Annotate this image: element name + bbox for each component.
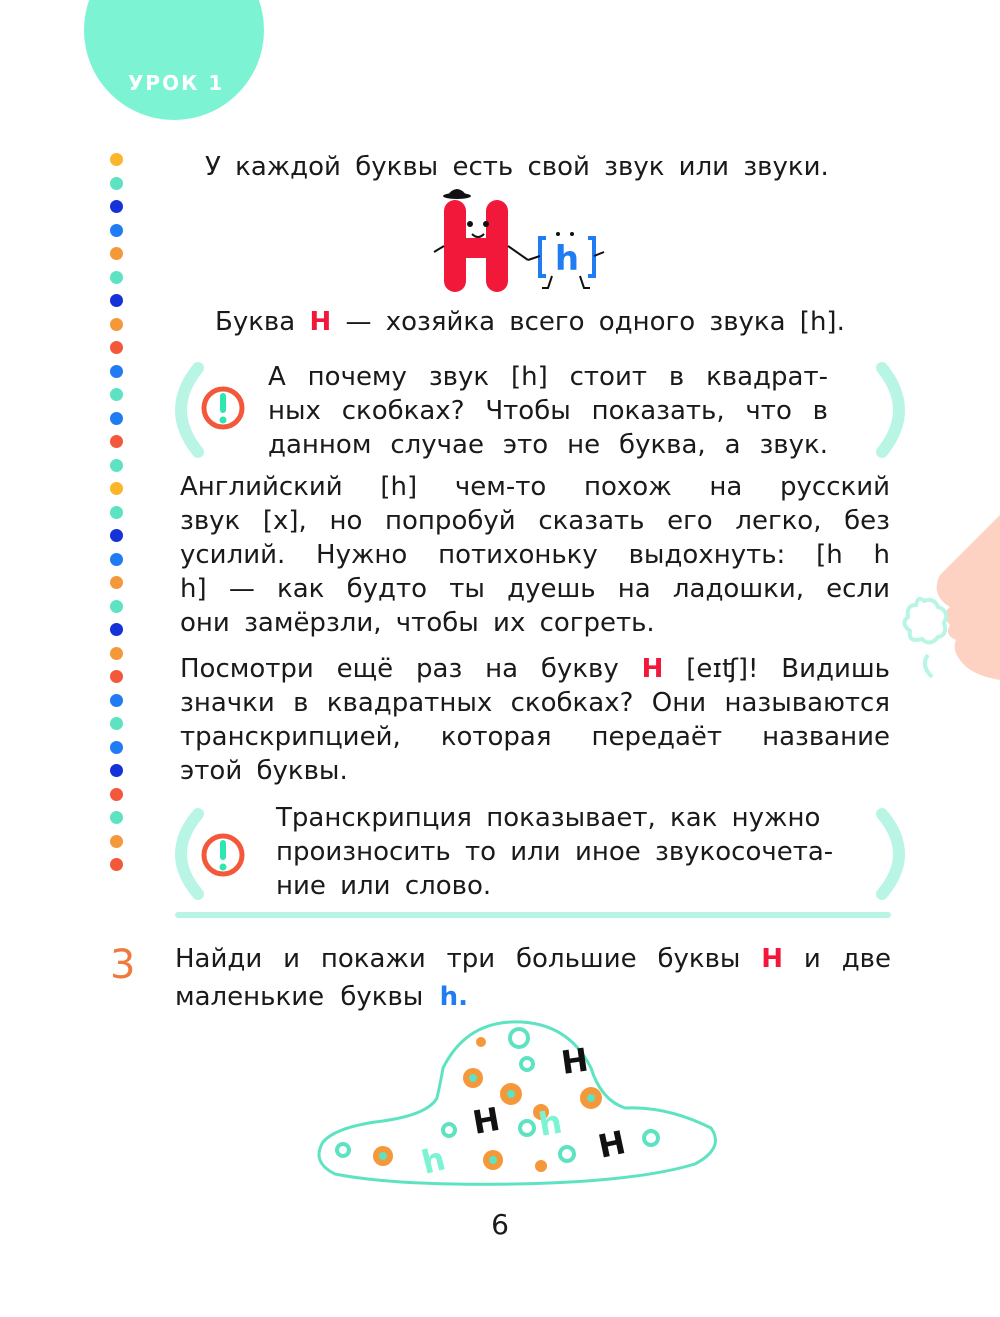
puzzle-small-letter: h xyxy=(535,1102,565,1144)
paragraph-line: Английский [h] чем-то похож на русский xyxy=(180,472,890,502)
decorative-dot xyxy=(110,506,123,519)
note1-text xyxy=(268,360,828,462)
decorative-dot xyxy=(110,365,123,378)
note2-line: произносить то или иное звукосочета- xyxy=(276,837,834,867)
letter-h-mascot-illustration xyxy=(430,190,620,300)
decorative-dot xyxy=(110,294,123,307)
decorative-dot xyxy=(110,717,123,730)
decorative-dot xyxy=(110,788,123,801)
task-after: и две xyxy=(783,944,891,974)
hat-puzzle-illustration xyxy=(315,1018,725,1188)
paragraph-line: усилий. Нужно потихоньку выдохнуть: [h h xyxy=(180,540,890,570)
task-line xyxy=(175,940,891,978)
decorative-dot xyxy=(110,388,123,401)
decorative-dot xyxy=(110,741,123,754)
decorative-dot xyxy=(110,177,123,190)
exclamation-icon xyxy=(200,832,246,878)
task-line xyxy=(175,978,891,1016)
decorative-dot xyxy=(110,224,123,237)
para2-after: [eɪʧ]! Видишь xyxy=(663,654,891,684)
puzzle-big-letter: H xyxy=(558,1040,591,1082)
lesson-label: УРОК 1 xyxy=(128,71,225,95)
puzzle-big-letter: H xyxy=(594,1123,629,1166)
decorative-dot xyxy=(110,341,123,354)
decorative-dot xyxy=(110,529,123,542)
decorative-dot xyxy=(110,858,123,871)
sound-h-mascot xyxy=(528,232,604,288)
decorative-dot xyxy=(110,247,123,260)
task-small-letter: h. xyxy=(439,982,468,1012)
page-number: 6 xyxy=(491,1208,509,1241)
puzzle-small-letter: h xyxy=(417,1139,450,1182)
section-divider xyxy=(175,912,891,918)
lesson-badge xyxy=(84,0,264,120)
rule-sentence xyxy=(215,305,895,339)
paragraph-line: значки в квадратных скобках? Они называются xyxy=(180,688,890,718)
decorative-dot-column xyxy=(110,153,124,882)
decorative-dot xyxy=(110,435,123,448)
para2-before: Посмотри ещё раз на букву xyxy=(180,654,642,684)
decorative-dot xyxy=(110,459,123,472)
decorative-dot xyxy=(110,647,123,660)
task-number: 3 xyxy=(110,942,136,988)
paragraph-line: звук [х], но попробуй сказать его легко, без xyxy=(180,506,890,536)
decorative-dot xyxy=(110,318,123,331)
task-line2-before: маленькие буквы xyxy=(175,982,440,1012)
decorative-dot xyxy=(110,764,123,777)
para2-letter: H xyxy=(641,654,664,684)
puzzle-big-letter: H xyxy=(469,1099,503,1142)
note2-line: Транскрипция показывает, как нужно xyxy=(276,803,821,833)
decorative-dot xyxy=(110,271,123,284)
decorative-dot xyxy=(110,835,123,848)
rule-before: Буква xyxy=(215,307,310,337)
decorative-dot xyxy=(110,200,123,213)
decorative-dot xyxy=(110,670,123,683)
note1-line: данном случае это не буква, а звук. xyxy=(268,430,828,460)
decorative-dot xyxy=(110,694,123,707)
exclamation-icon xyxy=(200,385,246,431)
note1-line: А почему звук [h] стоит в квадрат- xyxy=(268,362,828,392)
rule-after: — хозяйка всего одного звука [h]. xyxy=(331,307,845,337)
note1-line: ных скобках? Чтобы показать, что в xyxy=(268,396,828,426)
note2-text xyxy=(276,801,836,903)
paragraph-line: транскрипцией, которая передаёт название xyxy=(180,722,890,752)
note2-line: ние или слово. xyxy=(276,871,492,901)
decorative-dot xyxy=(110,576,123,589)
paragraph-transcription xyxy=(180,652,890,788)
decorative-dot xyxy=(110,553,123,566)
intro-sentence: У каждой буквы есть свой звук или звуки. xyxy=(205,152,829,182)
paragraph-line: этой буквы. xyxy=(180,756,348,786)
svg-text:h: h xyxy=(554,239,580,279)
decorative-dot xyxy=(110,153,123,166)
paragraph-english-h xyxy=(180,470,890,640)
task-instruction xyxy=(175,940,891,1016)
task-before: Найди и покажи три большие буквы xyxy=(175,944,762,974)
decorative-dot xyxy=(110,623,123,636)
decorative-dot xyxy=(110,482,123,495)
paragraph-line: они замёрзли, чтобы их согреть. xyxy=(180,608,655,638)
decorative-dot xyxy=(110,600,123,613)
paragraph-line xyxy=(180,652,890,686)
paragraph-line: h] — как будто ты дуешь на ладошки, если xyxy=(180,574,890,604)
rule-letter: H xyxy=(309,307,332,337)
task-big-letter: H xyxy=(761,944,784,974)
decorative-dot xyxy=(110,811,123,824)
decorative-dot xyxy=(110,412,123,425)
face-blowing-illustration xyxy=(900,515,1000,685)
letter-h-mascot xyxy=(434,189,528,292)
